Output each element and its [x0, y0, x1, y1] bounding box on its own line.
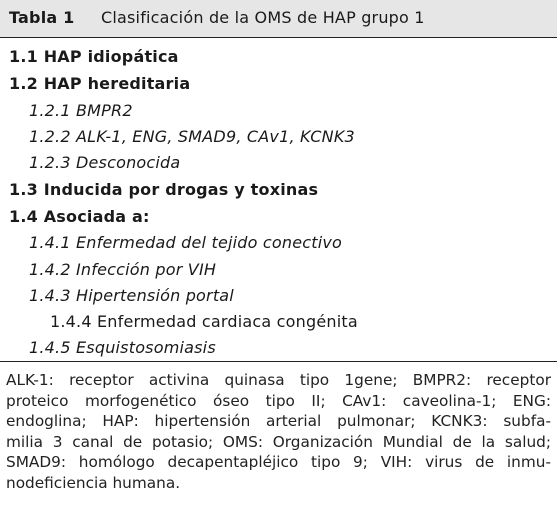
footnote-line: ALK-1: receptor activina quinasa tipo 1gene; BMPR2: receptor	[6, 371, 551, 389]
table-caption: Clasificación de la OMS de HAP grupo 1	[101, 8, 425, 27]
row-1-4-4: 1.4.4 Enfermedad cardiaca congénita	[50, 312, 358, 331]
row-1-2-2: 1.2.2 ALK-1, ENG, SMAD9, CAv1, KCNK3	[29, 127, 355, 146]
table-footnote	[6, 370, 551, 494]
row-1-1: 1.1 HAP idiopática	[9, 47, 179, 66]
header-divider	[0, 37, 557, 38]
row-1-4-1: 1.4.1 Enfermedad del tejido conectivo	[29, 233, 343, 252]
row-1-2-3: 1.2.3 Desconocida	[29, 153, 181, 172]
row-1-2: 1.2 HAP hereditaria	[9, 74, 191, 93]
table-header	[0, 0, 557, 37]
footnote-line: endoglina; HAP: hipertensión arterial pulmonar; KCNK3: subfa-	[6, 412, 551, 431]
row-1-4: 1.4 Asociada a:	[9, 207, 150, 226]
footnote-line: SMAD9: homólogo decapentapléjico tipo 9; VIH: virus de inmu-	[6, 453, 551, 472]
footnote-line: proteico morfogenético óseo tipo II; CAv1: caveolina-1; ENG:	[6, 391, 551, 410]
row-1-3: 1.3 Inducida por drogas y toxinas	[9, 180, 319, 199]
footnote-divider	[0, 361, 557, 362]
row-1-4-5: 1.4.5 Esquistosomiasis	[29, 338, 216, 357]
row-1-2-1: 1.2.1 BMPR2	[29, 101, 133, 120]
footnote-line: nodeficiencia humana.	[6, 473, 181, 492]
row-1-4-2: 1.4.2 Infección por VIH	[29, 260, 217, 279]
footnote-line: milia 3 canal de potasio; OMS: Organización Mundial de la salud;	[6, 432, 551, 451]
table-label: Tabla 1	[9, 8, 75, 27]
row-1-4-3: 1.4.3 Hipertensión portal	[29, 286, 234, 305]
